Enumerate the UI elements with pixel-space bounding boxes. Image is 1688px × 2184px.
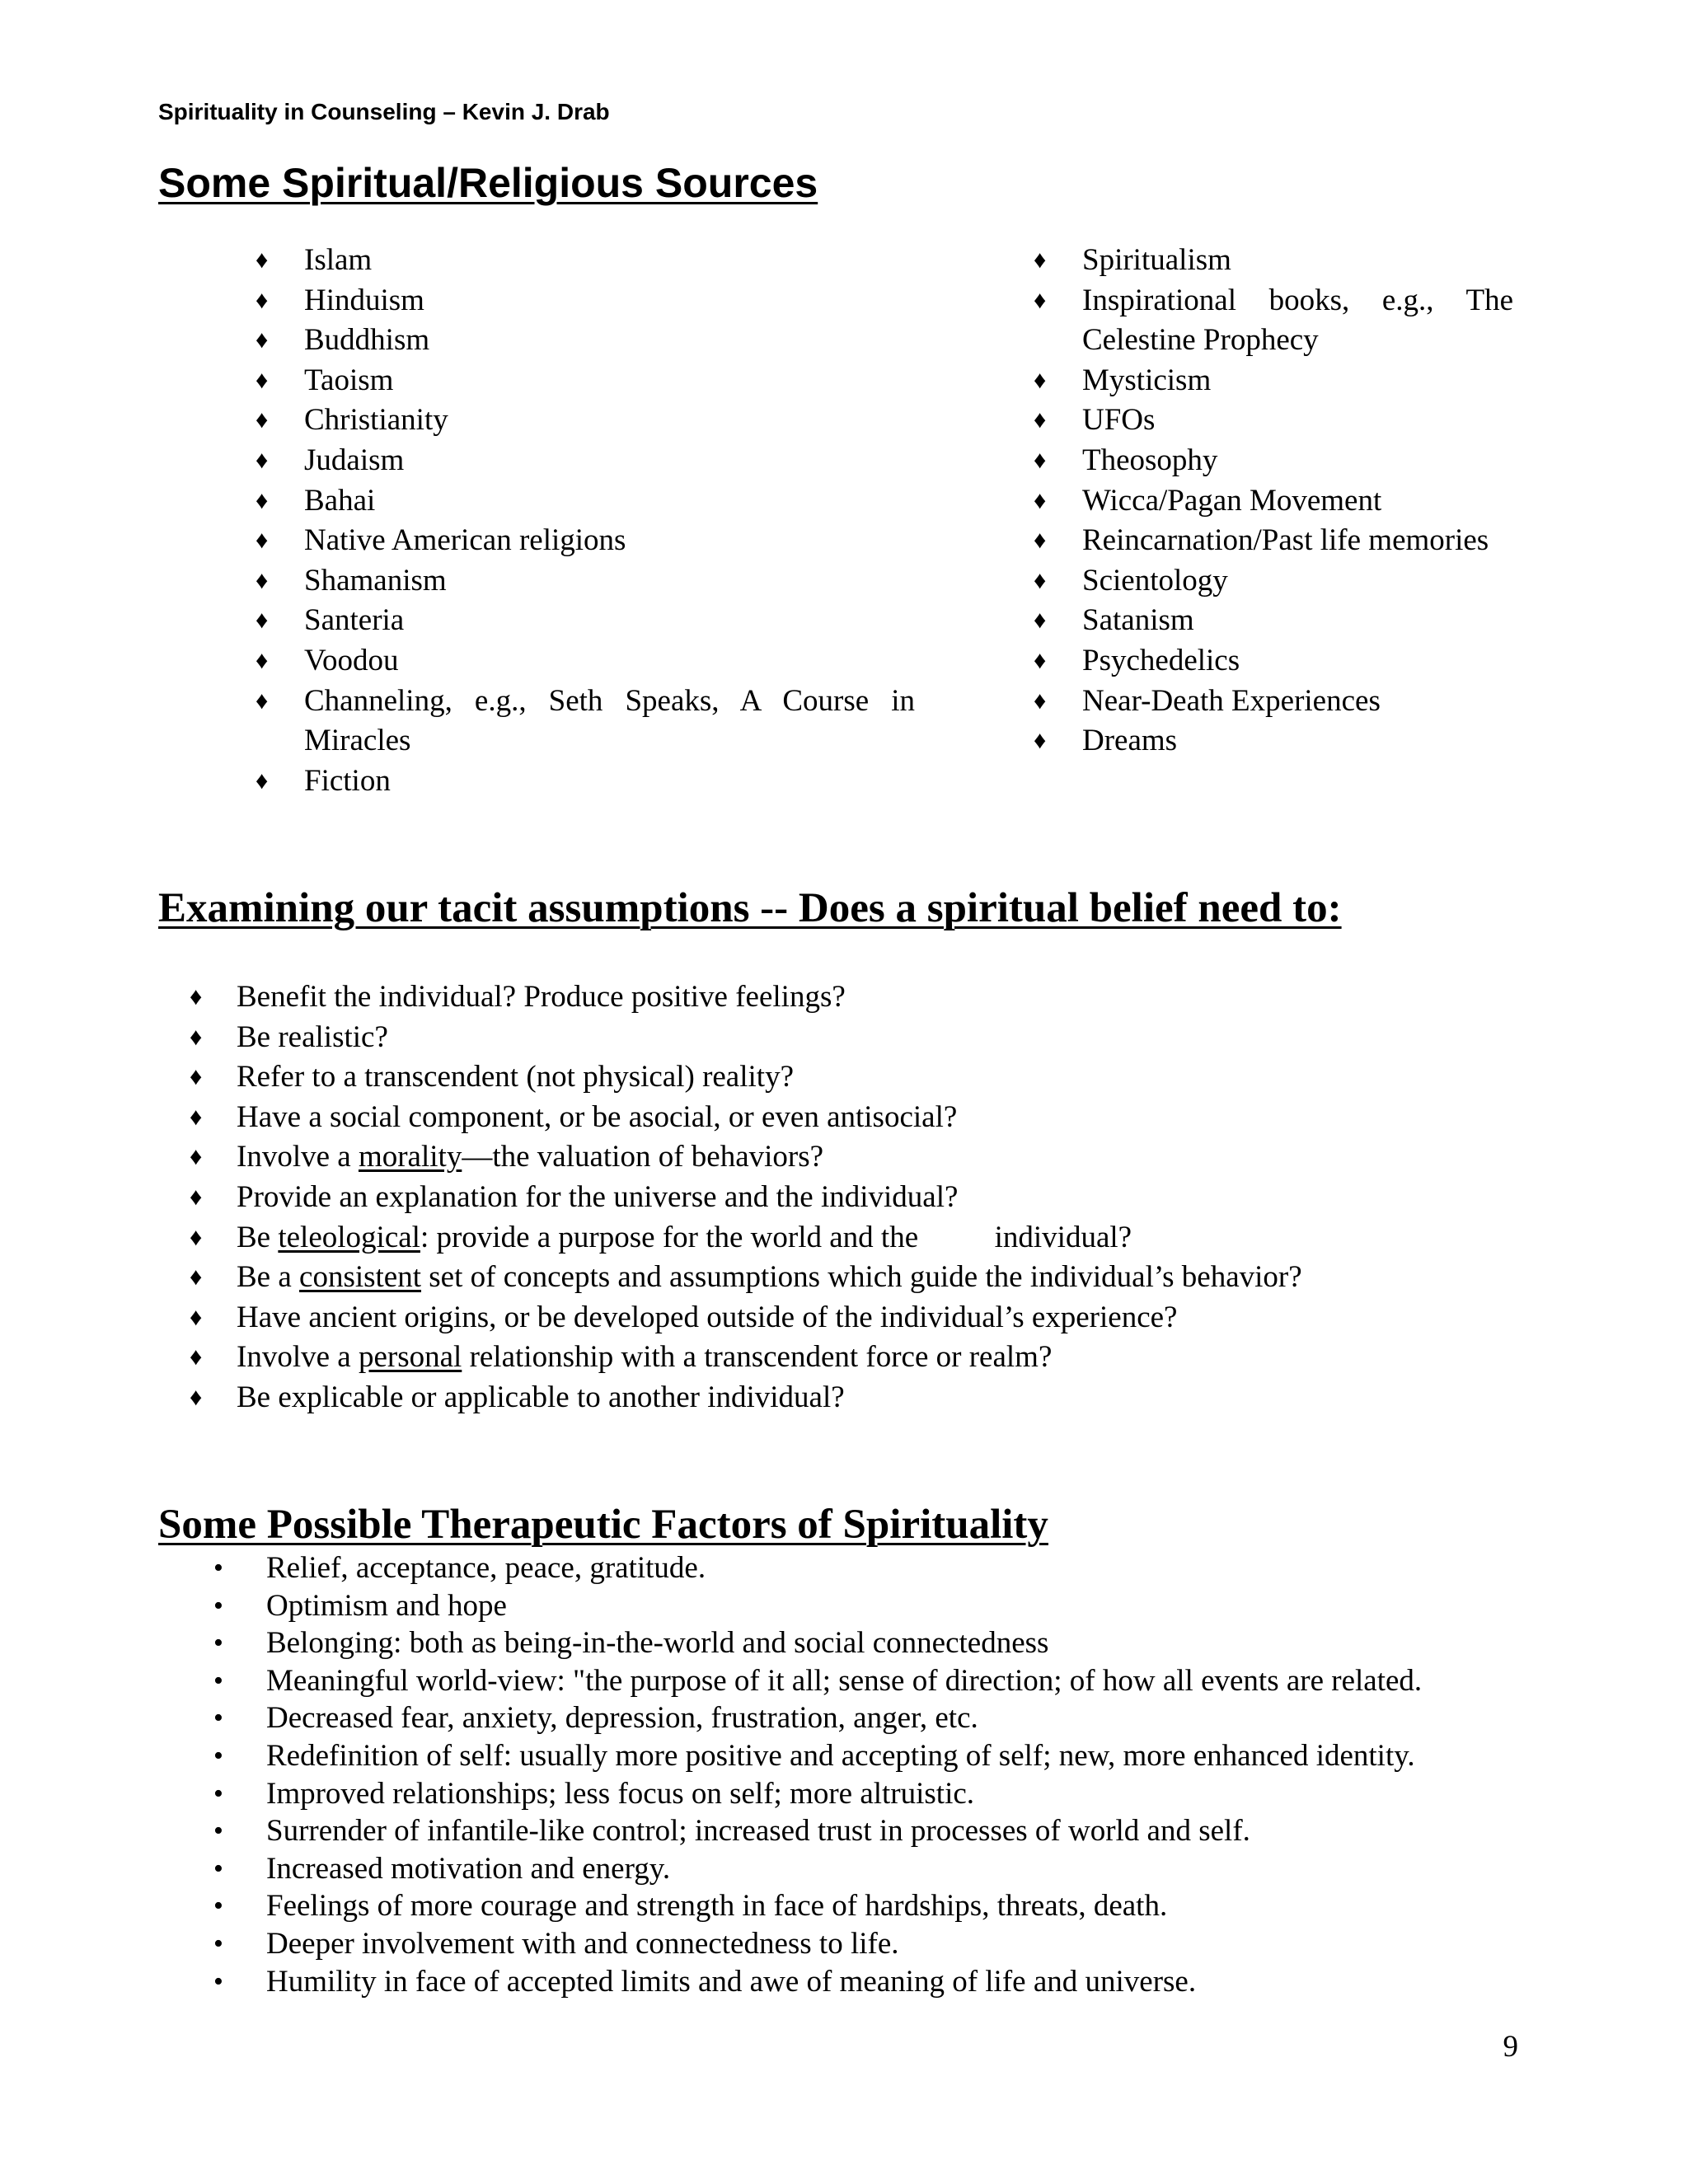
- list-item: • Humility in face of accepted limits and awe of meaning of life and universe.: [211, 1963, 1563, 2001]
- round-bullet-icon: •: [213, 1740, 223, 1771]
- diamond-bullet-icon: ♦: [190, 1343, 203, 1371]
- round-bullet-icon: •: [213, 1816, 223, 1847]
- sources-right-list: [1034, 241, 1513, 762]
- list-item: ♦ Have ancient origins, or be developed outside of the individual’s experience?: [190, 1298, 1541, 1338]
- list-item: ♦ Santeria: [256, 601, 915, 641]
- list-item: ♦ Mysticism: [1034, 361, 1513, 401]
- diamond-bullet-icon: ♦: [1034, 446, 1047, 474]
- diamond-bullet-icon: ♦: [1034, 486, 1047, 514]
- list-item: ♦ Islam: [256, 241, 915, 281]
- round-bullet-icon: •: [213, 1553, 223, 1583]
- list-item: ♦ Involve a personal relationship with a transcendent force or realm?: [190, 1338, 1541, 1378]
- list-item: • Deeper involvement with and connectedness to life.: [211, 1925, 1563, 1963]
- round-bullet-icon: •: [213, 1703, 223, 1734]
- list-item: ♦ Be realistic?: [190, 1018, 1541, 1058]
- diamond-bullet-icon: ♦: [256, 246, 269, 274]
- list-item: • Decreased fear, anxiety, depression, frustration, anger, etc.: [211, 1699, 1563, 1737]
- diamond-bullet-icon: ♦: [190, 983, 203, 1010]
- diamond-bullet-icon: ♦: [256, 406, 269, 434]
- diamond-bullet-icon: ♦: [256, 486, 269, 514]
- diamond-bullet-icon: ♦: [190, 1063, 203, 1091]
- diamond-bullet-icon: ♦: [1034, 607, 1047, 635]
- list-item: ♦ Inspirational books, e.g., The Celestine Prophecy: [1034, 281, 1513, 361]
- factors-list: [211, 1549, 1563, 2000]
- list-item: ♦ Dreams: [1034, 721, 1513, 762]
- list-item: ♦ Involve a morality—the valuation of behaviors?: [190, 1137, 1541, 1178]
- diamond-bullet-icon: ♦: [190, 1303, 203, 1331]
- assumptions-list: [190, 977, 1541, 1418]
- round-bullet-icon: •: [213, 1665, 223, 1696]
- diamond-bullet-icon: ♦: [1034, 366, 1047, 394]
- sources-heading: Some Spiritual/Religious Sources: [158, 160, 818, 206]
- diamond-bullet-icon: ♦: [1034, 727, 1047, 755]
- sources-left-list: [256, 241, 915, 801]
- list-item: ♦ UFOs: [1034, 401, 1513, 441]
- list-item: ♦ Near-Death Experiences: [1034, 682, 1513, 722]
- list-item: • Feelings of more courage and strength in face of hardships, threats, death.: [211, 1887, 1563, 1925]
- list-item: • Meaningful world-view: "the purpose of it all; sense of direction; of how all events are related.: [211, 1662, 1563, 1700]
- list-item: ♦ Wicca/Pagan Movement: [1034, 481, 1513, 522]
- list-item: ♦ Taoism: [256, 361, 915, 401]
- list-item: ♦ Bahai: [256, 481, 915, 522]
- list-item: ♦ Be explicable or applicable to another individual?: [190, 1378, 1541, 1418]
- list-item: • Relief, acceptance, peace, gratitude.: [211, 1549, 1563, 1587]
- diamond-bullet-icon: ♦: [256, 687, 269, 715]
- list-item: • Redefinition of self: usually more positive and accepting of self; new, more enhanced identity.: [211, 1737, 1563, 1775]
- running-header: Spirituality in Counseling – Kevin J. Drab: [158, 99, 610, 124]
- diamond-bullet-icon: ♦: [256, 446, 269, 474]
- diamond-bullet-icon: ♦: [1034, 286, 1047, 314]
- list-item: ♦ Hinduism: [256, 281, 915, 321]
- diamond-bullet-icon: ♦: [1034, 527, 1047, 555]
- round-bullet-icon: •: [213, 1590, 223, 1621]
- diamond-bullet-icon: ♦: [256, 646, 269, 674]
- list-item: ♦ Have a social component, or be asocial, or even antisocial?: [190, 1098, 1541, 1138]
- list-item: ♦ Judaism: [256, 441, 915, 481]
- list-item: ♦ Psychedelics: [1034, 641, 1513, 682]
- diamond-bullet-icon: ♦: [1034, 646, 1047, 674]
- diamond-bullet-icon: ♦: [1034, 566, 1047, 594]
- list-item: ♦ Buddhism: [256, 321, 915, 361]
- list-item: ♦ Scientology: [1034, 561, 1513, 602]
- list-item: ♦ Theosophy: [1034, 441, 1513, 481]
- list-item: • Optimism and hope: [211, 1587, 1563, 1625]
- diamond-bullet-icon: ♦: [190, 1183, 203, 1211]
- list-item: • Improved relationships; less focus on self; more altruistic.: [211, 1775, 1563, 1813]
- list-item: ♦ Reincarnation/Past life memories: [1034, 521, 1513, 561]
- diamond-bullet-icon: ♦: [190, 1143, 203, 1171]
- list-item: ♦ Satanism: [1034, 601, 1513, 641]
- list-item: ♦ Native American religions: [256, 521, 915, 561]
- round-bullet-icon: •: [213, 1966, 223, 1997]
- list-item: • Increased motivation and energy.: [211, 1850, 1563, 1888]
- list-item: ♦ Be a consistent set of concepts and assumptions which guide the individual’s behavior?: [190, 1258, 1541, 1298]
- list-item: ♦ Spiritualism: [1034, 241, 1513, 281]
- diamond-bullet-icon: ♦: [190, 1103, 203, 1131]
- diamond-bullet-icon: ♦: [190, 1023, 203, 1051]
- diamond-bullet-icon: ♦: [190, 1223, 203, 1251]
- diamond-bullet-icon: ♦: [256, 527, 269, 555]
- list-item: ♦ Voodou: [256, 641, 915, 682]
- diamond-bullet-icon: ♦: [256, 766, 269, 794]
- list-item: ♦ Be teleological: provide a purpose for the world and the individual?: [190, 1218, 1541, 1258]
- round-bullet-icon: •: [213, 1853, 223, 1884]
- diamond-bullet-icon: ♦: [256, 326, 269, 354]
- factors-heading: Some Possible Therapeutic Factors of Spirituality: [158, 1502, 1048, 1548]
- list-item: ♦ Channeling, e.g., Seth Speaks, A Course in Miracles: [256, 682, 915, 762]
- list-item: • Surrender of infantile-like control; increased trust in processes of world and self.: [211, 1812, 1563, 1850]
- diamond-bullet-icon: ♦: [1034, 246, 1047, 274]
- diamond-bullet-icon: ♦: [1034, 406, 1047, 434]
- list-item: ♦ Provide an explanation for the universe and the individual?: [190, 1178, 1541, 1218]
- list-item: ♦ Christianity: [256, 401, 915, 441]
- round-bullet-icon: •: [213, 1928, 223, 1959]
- page-number: 9: [1503, 2030, 1518, 2064]
- diamond-bullet-icon: ♦: [256, 366, 269, 394]
- diamond-bullet-icon: ♦: [256, 286, 269, 314]
- list-item: ♦ Refer to a transcendent (not physical) reality?: [190, 1057, 1541, 1098]
- list-item: ♦ Fiction: [256, 762, 915, 802]
- list-item: • Belonging: both as being-in-the-world and social connectedness: [211, 1624, 1563, 1662]
- diamond-bullet-icon: ♦: [190, 1383, 203, 1411]
- diamond-bullet-icon: ♦: [1034, 687, 1047, 715]
- assumptions-heading: Examining our tacit assumptions -- Does a spiritual belief need to:: [158, 885, 1342, 931]
- round-bullet-icon: •: [213, 1778, 223, 1809]
- list-item: ♦ Shamanism: [256, 561, 915, 602]
- round-bullet-icon: •: [213, 1891, 223, 1922]
- round-bullet-icon: •: [213, 1628, 223, 1659]
- diamond-bullet-icon: ♦: [256, 607, 269, 635]
- diamond-bullet-icon: ♦: [190, 1263, 203, 1291]
- list-item: ♦ Benefit the individual? Produce positive feelings?: [190, 977, 1541, 1018]
- diamond-bullet-icon: ♦: [256, 566, 269, 594]
